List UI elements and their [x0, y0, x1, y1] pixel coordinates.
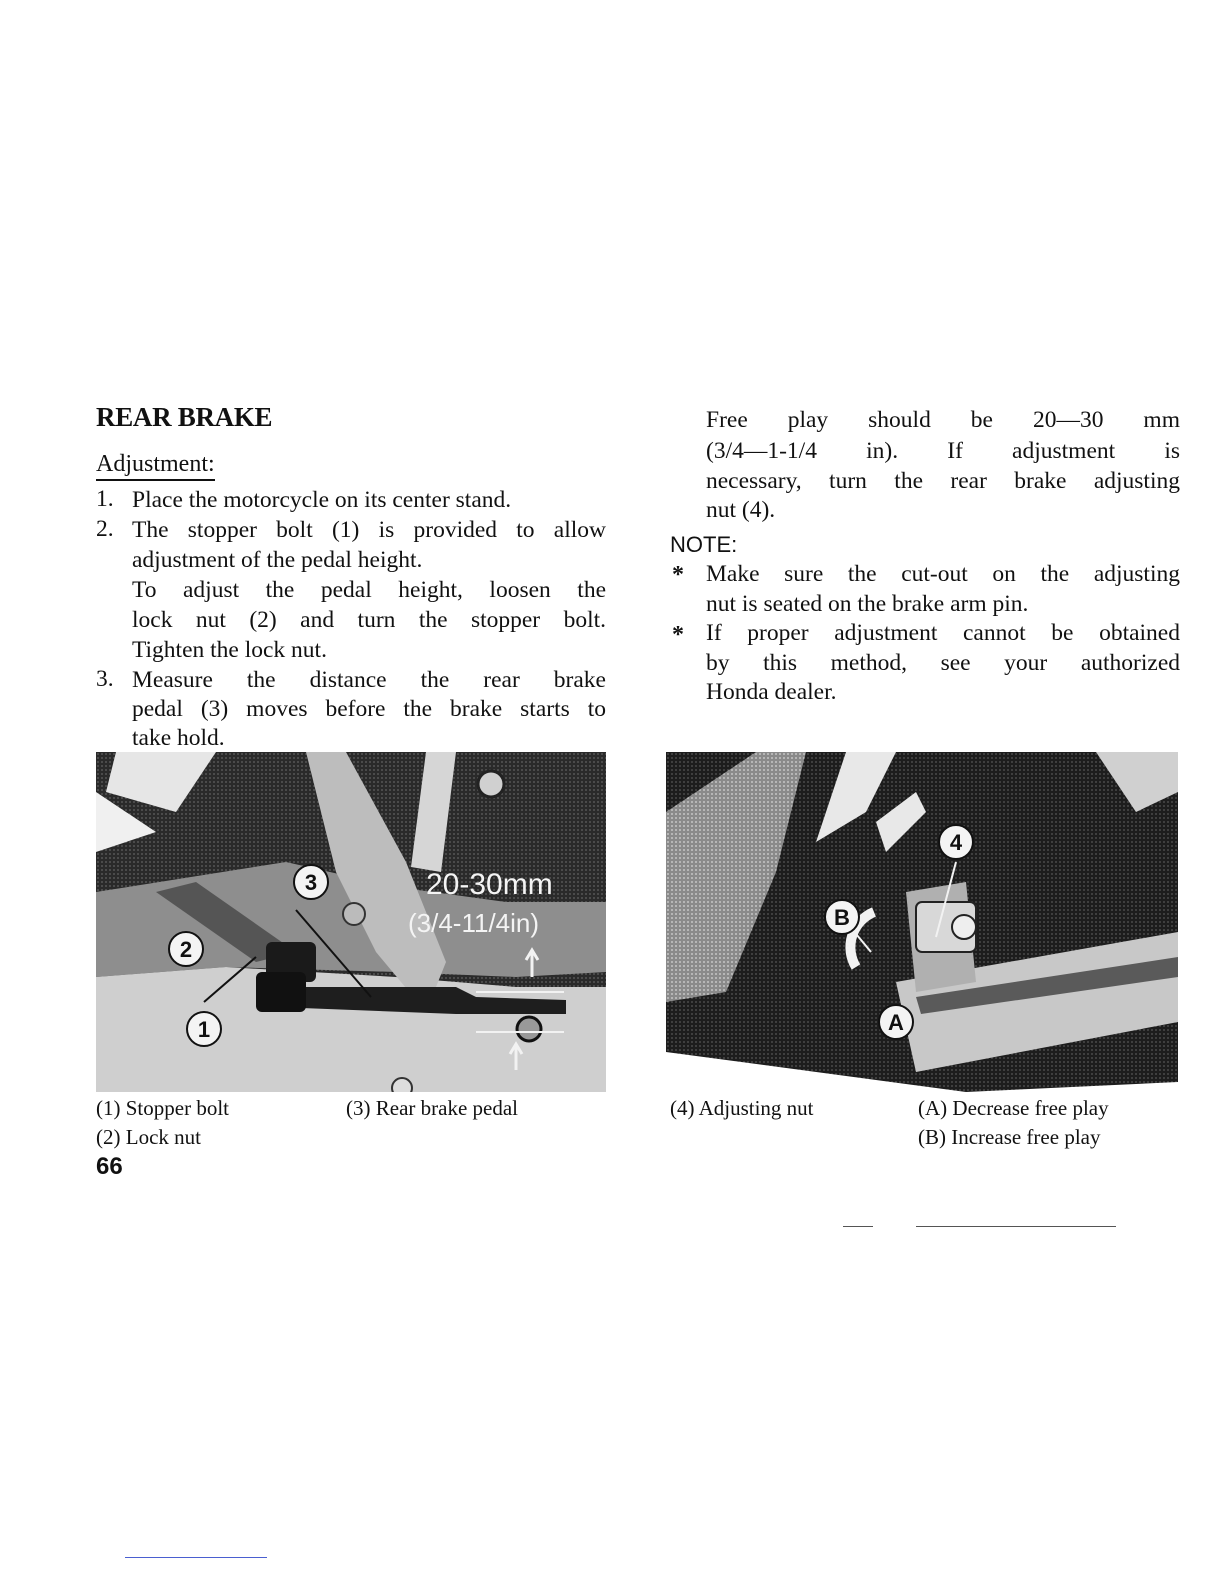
caption-decrease-free-play: (A) Decrease free play — [918, 1096, 1109, 1120]
svg-text:2: 2 — [179, 937, 193, 962]
bullet-2-line-1: If proper adjustment cannot be obtained — [706, 620, 1180, 646]
svg-text:3: 3 — [304, 870, 318, 895]
pedal-free-play-measure-mm: 20-30mm — [426, 868, 553, 901]
step-2-line-4: lock nut (2) and turn the stopper bolt. — [132, 607, 606, 633]
svg-text:1: 1 — [197, 1017, 211, 1042]
callout-a — [879, 1005, 913, 1039]
step-1-line-1: Place the motorcycle on its center stand. — [132, 487, 512, 513]
step-2-line-2: adjustment of the pedal height. — [132, 547, 423, 573]
note-label: NOTE: — [670, 532, 738, 557]
bullet-1-marker: * — [672, 562, 684, 588]
svg-text:4: 4 — [949, 830, 963, 855]
adjusting-nut-photo — [666, 752, 1178, 1092]
step-3-number: 3. — [96, 666, 114, 692]
step-3-line-3: take hold. — [132, 725, 225, 751]
step-2-line-3: To adjust the pedal height, loosen the — [132, 577, 606, 603]
caption-rear-brake-pedal: (3) Rear brake pedal — [346, 1096, 518, 1120]
svg-text:A: A — [888, 1010, 904, 1035]
free-play-line-3: necessary, turn the rear brake adjusting — [706, 468, 1180, 494]
brake-pedal-illustration — [96, 752, 606, 1092]
bullet-1-line-2: nut is seated on the brake arm pin. — [706, 591, 1029, 617]
step-2-line-5: Tighten the lock nut. — [132, 637, 327, 663]
brake-pedal-photo — [96, 752, 606, 1092]
free-play-line-4: nut (4). — [706, 497, 776, 523]
bullet-2-line-2: by this method, see your authorized — [706, 650, 1180, 676]
scan-mark — [125, 1557, 267, 1558]
free-play-line-2: (3/4—1-1/4 in). If adjustment is — [706, 438, 1180, 464]
step-2-number: 2. — [96, 516, 114, 542]
subsection-title: Adjustment: — [96, 450, 215, 481]
step-3-line-1: Measure the distance the rear brake — [132, 667, 606, 693]
free-play-line-1: Free play should be 20—30 mm — [706, 407, 1180, 433]
bullet-2-line-3: Honda dealer. — [706, 679, 837, 705]
callout-1 — [187, 1012, 221, 1046]
callout-3 — [294, 865, 328, 899]
pedal-free-play-measure-in: (3/4-11/4in) — [408, 908, 540, 938]
step-2-line-1: The stopper bolt (1) is provided to allow — [132, 517, 606, 543]
callout-4 — [939, 825, 973, 859]
step-1-number: 1. — [96, 486, 114, 512]
adjusting-nut-illustration — [666, 752, 1178, 1092]
callout-2 — [169, 932, 203, 966]
callout-b — [825, 900, 859, 934]
scan-mark — [916, 1226, 1116, 1227]
page-number: 66 — [96, 1153, 123, 1180]
bullet-2-marker: * — [672, 622, 684, 648]
caption-lock-nut: (2) Lock nut — [96, 1125, 201, 1149]
section-title: REAR BRAKE — [96, 402, 273, 432]
caption-adjusting-nut: (4) Adjusting nut — [670, 1096, 814, 1120]
caption-stopper-bolt: (1) Stopper bolt — [96, 1096, 229, 1120]
bullet-1-line-1: Make sure the cut-out on the adjusting — [706, 561, 1180, 587]
caption-increase-free-play: (B) Increase free play — [918, 1125, 1101, 1149]
scan-mark — [843, 1226, 873, 1227]
svg-text:B: B — [834, 905, 850, 930]
step-3-line-2: pedal (3) moves before the brake starts to — [132, 696, 606, 722]
